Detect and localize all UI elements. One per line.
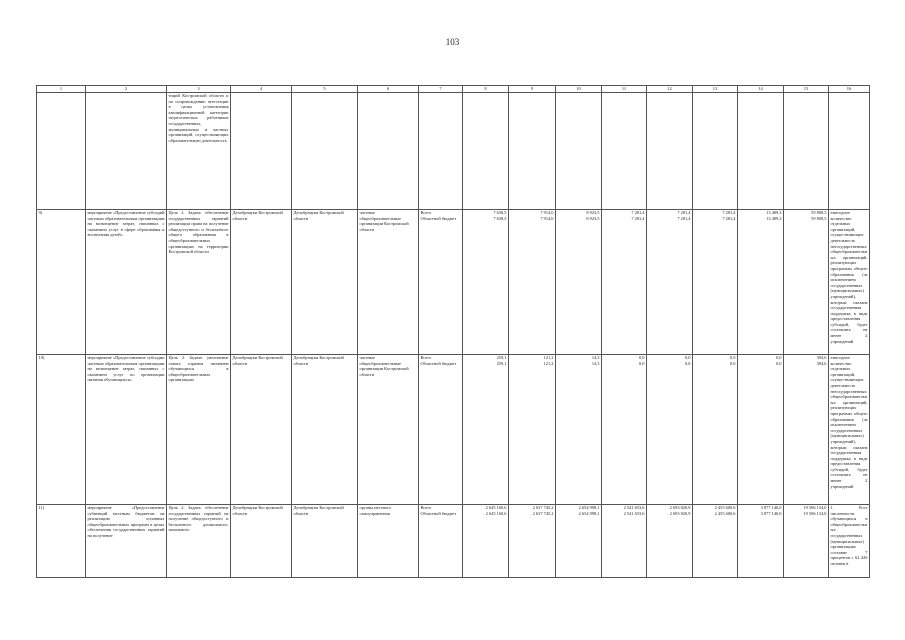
source-cell: Всего Областной бюджет [419,210,463,355]
coexecutor-cell [292,93,358,210]
value-cell: 7 281,4 7 281,4 [602,210,647,355]
coexecutor-cell: Депобрнауки Костромской области [292,505,358,578]
column-header: 10 [556,86,602,93]
value-cell: 259,1 259,1 [463,355,509,505]
goal-cell: тиций Костромской области и по сопровождению аттестации в целях установления квалификационной категории педагогических работников государственных, муниципальных и частных организаций, осуществляющих образовательную деятельность [167,93,231,210]
column-header: 15 [784,86,829,93]
source-cell [419,93,463,210]
column-header: 3 [167,86,231,93]
row-number: 9) [37,210,86,355]
participant-cell: частные общеобразовательные организации Костромской области [358,355,419,505]
value-cell: 394,6 394,6 [784,355,829,505]
column-header: 12 [647,86,693,93]
value-cell [784,93,829,210]
executor-cell: Депобрнауки Костромской области [231,505,292,578]
value-cell [509,93,556,210]
value-cell [463,93,509,210]
column-header: 6 [358,86,419,93]
value-cell: 0,0 0,0 [602,355,647,505]
column-number-row [37,86,870,93]
column-header: 13 [693,86,738,93]
measure-cell [86,93,167,210]
source-cell: Всего Областной бюджет [419,355,463,505]
row-number: 10) [37,355,86,505]
result-cell: ежегодное количество отдельных организаций, осуществляющих деятельность негосударственных общеобразовательных организаций, реализующих программы общего образования (за исключением государственных (муниципальных) учреждений), которым оказана государственная поддержка в виде предоставления субсидий, будет составлять не менее 2 учреждений [829,355,870,505]
table-row [37,210,870,355]
value-cell: 7 638,5 7 638,5 [463,210,509,355]
source-cell: Всего Областной бюджет [419,505,463,578]
value-cell: 0,0 0,0 [693,355,738,505]
goal-cell: Цель 2. Задача: обеспечение государственных гарантий на получение общедоступного и бесплатного дошкольного, начального [167,505,231,578]
value-cell [602,93,647,210]
value-cell: 7 281,4 7 281,4 [693,210,738,355]
value-cell: 8 923,5 8 923,5 [556,210,602,355]
column-header: 11 [602,86,647,93]
column-header: 1 [37,86,86,93]
table-row [37,93,870,210]
value-cell: 3 877 140,0 3 877 140,0 [738,505,784,578]
measure-cell: мероприятие «Предоставление субсидий частным образовательным организациям на возмещение затрат, связанных с оказанием услуг в сфере образования и воспитания детей» [86,210,167,355]
column-header: 8 [463,86,509,93]
goal-cell: Цель 2. Задача: обеспечение государственных гарантий реализации права на получение общедоступного и бесплатного общего образования в общеобразовательных организациях на территории Костромской области [167,210,231,355]
executor-cell: Депобрнауки Костромской области [231,355,292,505]
column-header: 4 [231,86,292,93]
executor-cell [231,93,292,210]
value-cell [738,93,784,210]
participant-cell: частные общеобразовательные организации Костромской области [358,210,419,355]
value-cell: 2 693 820,9 2 693 820,9 [647,505,693,578]
page-number: 103 [445,37,460,47]
column-header: 14 [738,86,784,93]
value-cell: 2 541 653,6 2 541 653,6 [602,505,647,578]
column-header: 9 [509,86,556,93]
value-cell: 2 637 745,2 2 637 745,2 [509,505,556,578]
participant-cell [358,93,419,210]
value-cell: 2 645 160,6 2 645 160,6 [463,505,509,578]
value-cell: 14,3 14,3 [556,355,602,505]
coexecutor-cell: Депобрнауки Костромской области [292,355,358,505]
value-cell: 13 489,3 13 489,3 [738,210,784,355]
result-cell: 1. Рост численности обучающихся в общеобразовательных государственных (муниципальных) организациях составит 7 процентов с 62 420 человек в [829,505,870,578]
column-header: 7 [419,86,463,93]
value-cell: 2 455 600,6 2 455 600,6 [693,505,738,578]
table-row [37,505,870,578]
value-cell: 0,0 0,0 [647,355,693,505]
column-header: 16 [829,86,870,93]
row-number: 11) [37,505,86,578]
value-cell: 121,2 121,2 [509,355,556,505]
result-cell [829,93,870,210]
measure-cell: мероприятие «Предоставление субсидии частным образовательным организациям на возмещение затрат, связанных с оказанием услуг по организации питания обучающихся» [86,355,167,505]
goal-cell: Цель 2. Задача: увеличение охвата горячим питанием обучающихся в общеобразовательных организациях [167,355,231,505]
column-header: 5 [292,86,358,93]
value-cell: 7 914,0 7 914,0 [509,210,556,355]
participant-cell: органы местного самоуправления [358,505,419,578]
program-measures-table [36,85,870,578]
coexecutor-cell: Депобрнауки Костромской области [292,210,358,355]
measure-cell: мероприятие «Предоставление субвенций местным бюджетам на реализацию основных общеобразовательных программ в целях обеспечения государственных гарантий на получение [86,505,167,578]
result-cell: ежегодное количество отдельных организаций, осуществляющих деятельность негосударственных общеобразовательных организаций, реализующих программы общего образования (за исключением государственных (муниципальных) учреждений), которым оказана государственная поддержка в виде предоставления субсидий, будет составлять не менее 2 учреждений [829,210,870,355]
value-cell: 19 506 134,0 19 506 134,0 [784,505,829,578]
value-cell [647,93,693,210]
executor-cell: Депобрнауки Костромской области [231,210,292,355]
value-cell [693,93,738,210]
row-number [37,93,86,210]
value-cell [556,93,602,210]
value-cell: 0,0 0,0 [738,355,784,505]
column-header: 2 [86,86,167,93]
value-cell: 7 281,4 7 281,4 [647,210,693,355]
value-cell: 59 808,5 59 808,5 [784,210,829,355]
value-cell: 2 654 998,1 2 654 998,1 [556,505,602,578]
table-row [37,355,870,505]
